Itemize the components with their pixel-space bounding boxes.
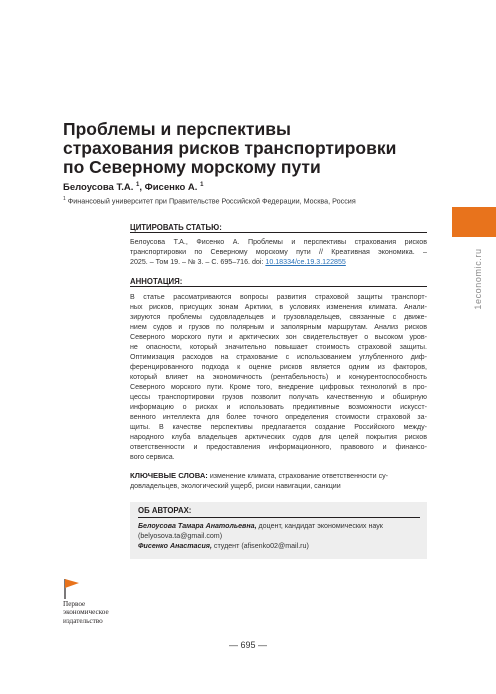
site-link[interactable]: 1economic.ru	[473, 248, 483, 310]
article-title	[63, 119, 397, 177]
author-info-line	[138, 521, 420, 531]
annotation-line: венного интеллекта для более точного определения стоимости страховой за-	[130, 413, 427, 421]
citation-line: транспортировки по Северному морскому пути // Креативная экономика. –	[130, 248, 427, 256]
orange-side-tab	[452, 207, 496, 237]
doi-link[interactable]: 10.18334/ce.19.3.122855	[265, 258, 346, 266]
author-full-name: Фисенко Анастасия,	[138, 542, 212, 550]
about-authors-box	[130, 502, 427, 559]
about-authors-text	[138, 521, 420, 551]
annotation-line: ференцированного подхода к оценке рисков является одним из факторов,	[130, 363, 427, 371]
annotation-line: ответственности и предоставления информационного, правового и финансо-	[130, 443, 427, 451]
flag-icon	[63, 578, 81, 600]
affiliation	[63, 196, 356, 205]
author-name: Фисенко А.	[144, 182, 198, 194]
author-credentials: доцент, кандидат экономических наук	[256, 522, 383, 530]
publisher-line: экономическое	[63, 608, 109, 617]
affiliation-text: Финансовый университет при Правительстве Российской Федерации, Москва, Россия	[67, 196, 356, 206]
keywords-label: КЛЮЧЕВЫЕ СЛОВА:	[130, 471, 208, 480]
publisher-logo	[63, 578, 123, 628]
annotation-line: нием судов и грузов по полярным и заполярным маршрутам. Анализ рисков	[130, 323, 427, 331]
annotation-line: информацию о рисках и использовать предиктивные возможности искусст-	[130, 403, 427, 411]
publisher-line: издательство	[63, 616, 103, 625]
publisher-name	[63, 600, 109, 625]
keywords-text: изменение климата, страхование ответственности су-	[207, 472, 389, 480]
annotation-line: Северного морского пути и арктических зон свидетельствует о высоком уров-	[130, 333, 427, 341]
title-line: страхования рисков транспортировки	[63, 138, 397, 158]
annotation-line: цессы транспортировки грузов позволит получать качественную и обширную	[130, 393, 427, 401]
affiliation-marker: 1	[63, 196, 66, 202]
divider	[138, 517, 420, 518]
keywords-line	[130, 471, 427, 481]
citation-text	[130, 237, 427, 267]
page-number: — 695 —	[228, 640, 268, 650]
title-line: Проблемы и перспективы	[63, 119, 291, 139]
annotation-line: вого сервиса.	[130, 453, 175, 461]
annotation-line: народного клуба владельцев арктических судов для целей покрытия рисков	[130, 433, 427, 441]
annotation-line: Оптимизация расходов на страхование с использованием углубленного диф-	[130, 353, 427, 361]
author-full-name: Белоусова Тамара Анатольевна,	[138, 522, 257, 530]
author-info-line	[138, 541, 420, 551]
affiliation-marker: 1	[135, 182, 140, 188]
divider	[130, 286, 427, 287]
annotation-text	[130, 292, 427, 462]
authors-line	[63, 182, 203, 193]
annotation-heading: АННОТАЦИЯ:	[130, 277, 183, 286]
title-line: по Северному морскому пути	[63, 157, 321, 177]
citation-heading: ЦИТИРОВАТЬ СТАТЬЮ:	[130, 223, 222, 232]
author-name: Белоусова Т.А.	[63, 182, 134, 194]
citation-prefix: 2025. – Том 19. – № 3. – С. 695–716. doi:	[130, 258, 266, 266]
keywords-line: довладельцев, экологический ущерб, риски навигации, санкции	[130, 482, 341, 490]
annotation-line: В статье рассматриваются вопросы развития страховой защиты транспорт-	[130, 293, 427, 301]
publisher-line: Первое	[63, 600, 86, 608]
divider	[130, 232, 427, 233]
annotation-line: не опасности, который значительно повышает стоимость страховой защиты.	[130, 343, 427, 351]
author-email[interactable]: (belyosova.ta@gmail.com)	[138, 532, 223, 540]
citation-line	[130, 257, 427, 267]
author-credentials: студент (afisenko02@mail.ru)	[211, 542, 309, 550]
annotation-line: который влияет на экономичность (рентабельность) и конкурентоспособность	[130, 373, 427, 381]
annotation-line: зируются проблемы судовладельцев и грузовладельцев, связанные с движе-	[130, 313, 427, 321]
annotation-line: ных рисков, присущих зонам Арктики, в условиях изменения климата. Анали-	[130, 303, 427, 311]
citation-line: Белоусова Т.А., Фисенко А. Проблемы и перспективы страхования рисков	[130, 238, 427, 246]
annotation-line: Северного морского пути. Кроме того, внедрение цифровых технологий в про-	[130, 383, 427, 391]
about-heading: ОБ АВТОРАХ:	[138, 506, 192, 515]
keywords	[130, 471, 427, 491]
annotation-line: щиты. В качестве перспективы предлагается создание Российского между-	[130, 423, 427, 431]
author-separator: ,	[139, 182, 145, 194]
affiliation-marker: 1	[200, 182, 204, 188]
side-label[interactable]	[468, 240, 482, 320]
